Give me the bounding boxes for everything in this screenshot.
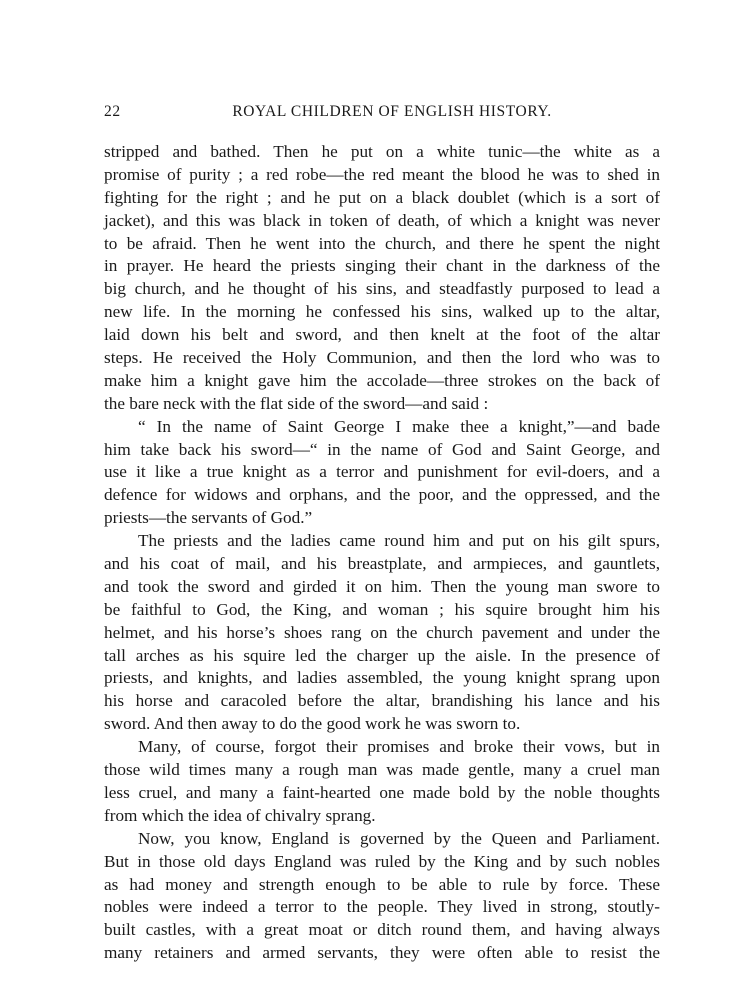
- text-line: priests—the servants of God.”: [104, 508, 313, 528]
- text-line: make him a knight gave him the accolade—three strokes on the back of: [104, 370, 660, 390]
- text-line: built castles, with a great moat or ditch round them, and having always: [104, 920, 660, 940]
- text-line: Now, you know, England is governed by the Queen and Parliament.: [138, 828, 660, 848]
- paragraph: [104, 416, 660, 530]
- paragraph: [104, 530, 660, 736]
- text-line: stripped and bathed. Then he put on a white tunic—the white as a: [104, 142, 660, 161]
- text-line: jacket), and this was black in token of death, of which a knight was never: [104, 210, 660, 230]
- running-head: [104, 103, 662, 125]
- text-line: to be afraid. Then he went into the church, and there he spent the night: [104, 233, 660, 253]
- text-line: But in those old days England was ruled by the King and by such nobles: [104, 851, 660, 871]
- text-line: promise of purity ; a red robe—the red meant the blood he was to shed in: [104, 164, 660, 184]
- text-line: him take back his sword—“ in the name of God and Saint George, and: [104, 439, 660, 459]
- text-line: the bare neck with the flat side of the sword—and said :: [104, 393, 489, 413]
- running-title: ROYAL CHILDREN OF ENGLISH HISTORY.: [232, 103, 552, 120]
- text-line: and took the sword and girded it on him. Then the young man swore to: [104, 576, 660, 596]
- paragraph: [104, 828, 660, 965]
- text-line: laid down his belt and sword, and then knelt at the foot of the altar: [104, 325, 660, 345]
- text-line: be faithful to God, the King, and woman ; his squire brought him his: [104, 599, 660, 619]
- text-line: his horse and caracoled before the altar, brandishing his lance and his: [104, 691, 660, 711]
- text-line: helmet, and his horse’s shoes rang on the church pavement and under the: [104, 622, 660, 642]
- text-line: new life. In the morning he confessed his sins, walked up to the altar,: [104, 302, 660, 322]
- paragraph: [104, 736, 660, 828]
- text-line: sword. And then away to do the good work he was sworn to.: [104, 714, 521, 734]
- text-line: as had money and strength enough to be able to rule by force. These: [104, 874, 660, 894]
- text-line: steps. He received the Holy Communion, and then the lord who was to: [104, 348, 660, 368]
- text-line: fighting for the right ; and he put on a black doublet (which is a sort of: [104, 187, 660, 207]
- text-line: in prayer. He heard the priests singing their chant in the darkness of the: [104, 256, 660, 276]
- text-line: “ In the name of Saint George I make thee a knight,”—and bade: [138, 416, 660, 436]
- text-line: nobles were indeed a terror to the people. They lived in strong, stoutly-: [104, 897, 660, 917]
- text-line: and his coat of mail, and his breastplate, and armpieces, and gauntlets,: [104, 554, 660, 574]
- text-line: The priests and the ladies came round him and put on his gilt spurs,: [138, 531, 660, 551]
- body-text: [104, 141, 660, 965]
- text-line: from which the idea of chivalry sprang.: [104, 805, 376, 825]
- text-line: those wild times many a rough man was made gentle, many a cruel man: [104, 760, 660, 780]
- text-line: less cruel, and many a faint-hearted one made bold by the noble thoughts: [104, 782, 660, 802]
- text-line: defence for widows and orphans, and the poor, and the oppressed, and the: [104, 485, 660, 505]
- text-line: use it like a true knight as a terror and punishment for evil-doers, and a: [104, 462, 660, 482]
- text-line: Many, of course, forgot their promises and broke their vows, but in: [138, 737, 660, 757]
- text-line: many retainers and armed servants, they were often able to resist the: [104, 943, 660, 963]
- text-line: big church, and he thought of his sins, and steadfastly purposed to lead a: [104, 279, 660, 299]
- text-line: tall arches as his squire led the charger up the aisle. In the presence of: [104, 645, 660, 665]
- page-number: 22: [104, 103, 121, 120]
- text-line: priests, and knights, and ladies assembled, the young knight sprang upon: [104, 668, 660, 688]
- paragraph: [104, 141, 660, 416]
